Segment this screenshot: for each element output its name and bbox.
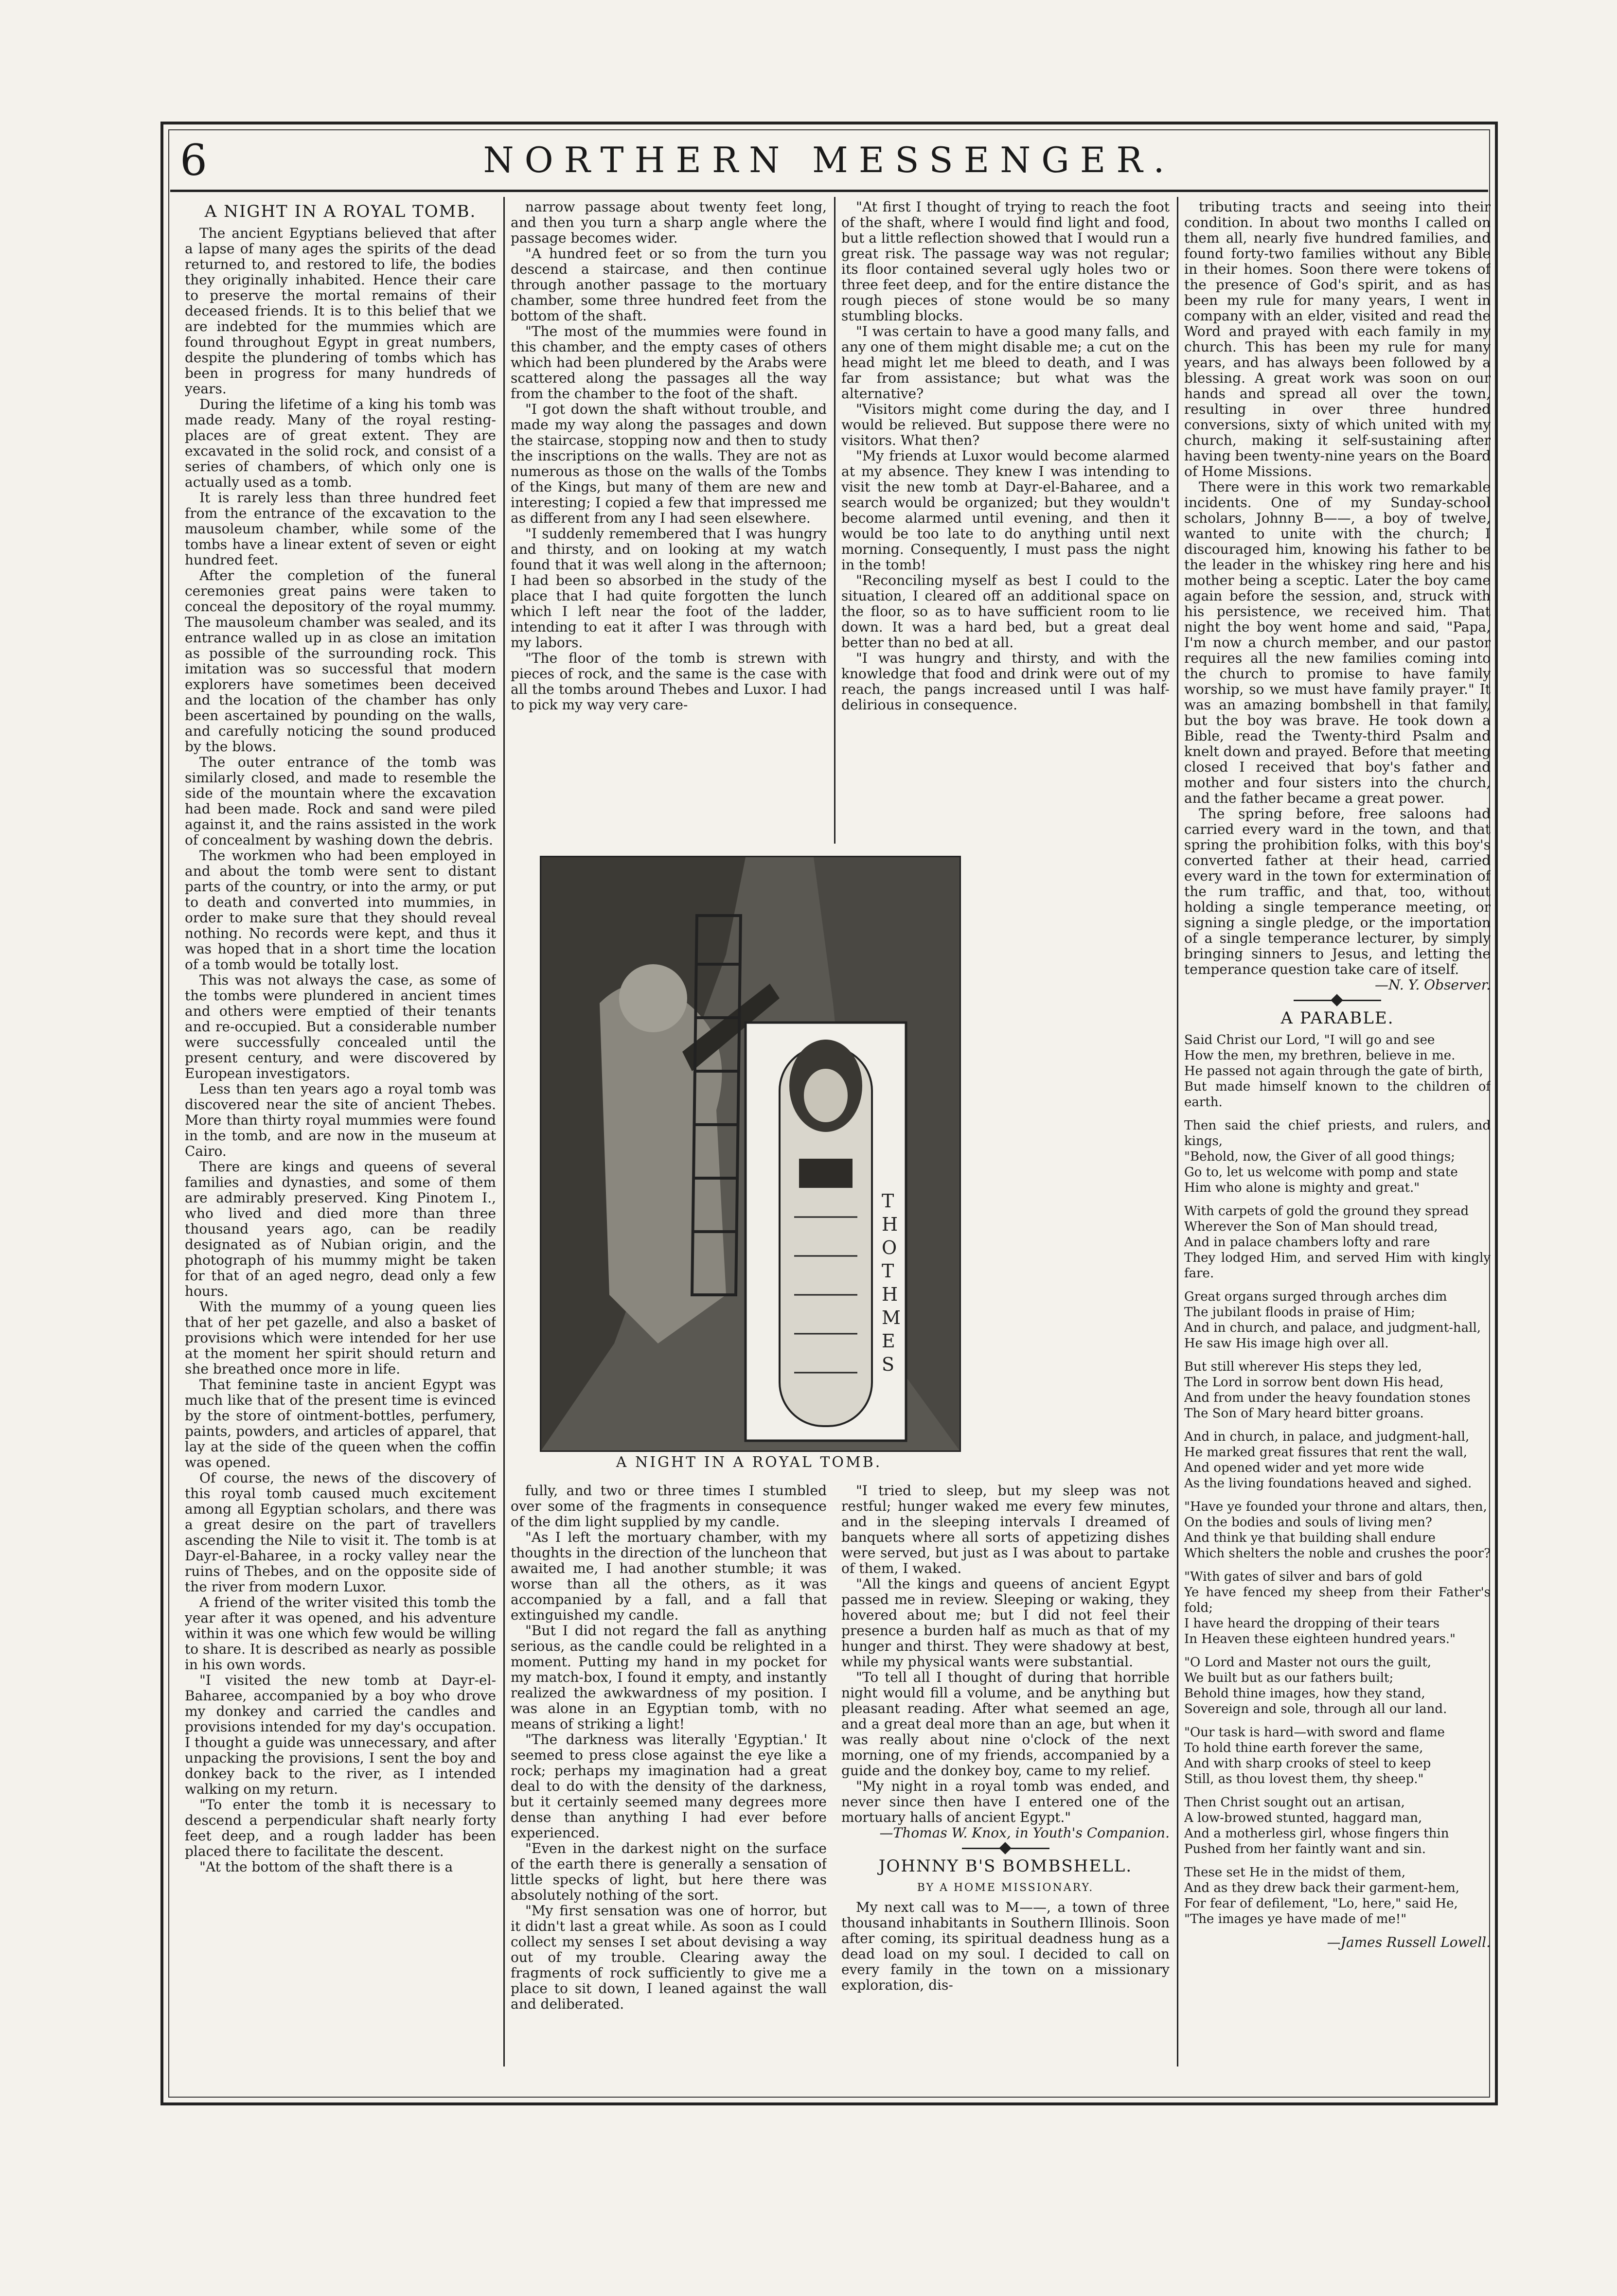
paragraph: "I was hungry and thirsty, and with the knowledge that food and drink were out of my reach, the pangs increased until I was half-delirious in consequence.: [841, 650, 1170, 713]
poem-stanza: [1184, 1289, 1491, 1351]
column-rule: [1177, 197, 1178, 2066]
illustration-caption: A NIGHT IN A ROYAL TOMB.: [616, 1454, 882, 1471]
poem-line: And as they drew back their garment-hem,: [1184, 1881, 1460, 1895]
poem-line: But still wherever His steps they led,: [1184, 1360, 1422, 1374]
column-3-top: [841, 199, 1170, 846]
bombshell-signature: —N. Y. Observer.: [1375, 977, 1491, 993]
poem-stanza: [1184, 1499, 1491, 1561]
paragraph: "My night in a royal tomb was ended, and never since then have I entered one of the mortuary halls of ancient Egypt.": [841, 1778, 1170, 1825]
sarcophagus-letter: E: [882, 1330, 895, 1352]
poem-line: We built but as our fathers built;: [1184, 1671, 1394, 1685]
paragraph: "At first I thought of trying to reach the foot of the shaft, where I would find light and food, but a little reflection showed that I would run a great risk. The passage way was not regular; its floor contained several ugly holes two or three feet deep, and for the entire distance the rough pieces of stone would be so many stumbling blocks.: [841, 199, 1170, 324]
paragraph: The ancient Egyptians believed that after a lapse of many ages the spirits of the dead returned to, and restored to life, the bodies they originally inhabited. Hence their care to preserve the mortal remains of their deceased friends. It is to this belief that we are indebted for the mummies which are found throughout Egypt in great numbers, despite the plundering of tombs which has been in progress for many hundreds of years.: [185, 225, 496, 397]
paragraph: "My friends at Luxor would become alarmed at my absence. They knew I was intending to visit the new tomb at Dayr-el-Baharee, and a search would be organized; but they wouldn't become alarmed until evening, and then it would be too late to do anything until next morning. Consequently, I must pass the night in the tomb!: [841, 448, 1170, 573]
paragraph: tributing tracts and seeing into their condition. In about two months I called on them all, nearly five hundred families, and found forty-two families without any Bible in their homes. Soon there were tokens of the presence of God's spirit, and as has been my rule for many years, I went in company with an elder, visited and read the Word and prayed with each family in my church. This has been my rule for many years, and has always been followed by a blessing. A great work was soon on our hands and spread all over the town, resulting in over three hundred conversions, sixty of which united with my church, making it self-sustaining after having been twenty-nine years on the Board of Home Missions.: [1184, 199, 1491, 479]
sarcophagus-letter: H: [882, 1284, 898, 1305]
paragraph: "To tell all I thought of during that horrible night would fill a volume, and be anything but pleasant reading. After what seemed an age, and a great deal more than an age, but when it was really about nine o'clock of the next morning, one of my friends, accompanied by a guide and the donkey boy, came to my relief.: [841, 1669, 1170, 1779]
paragraph: My next call was to M——, a town of three thousand inhabitants in Southern Illinois. Soon after coming, its spiritual deadness hung as a dead load on my soul. I decided to call on every family in the town on a missionary exploration, dis-: [841, 1899, 1170, 1993]
newspaper-title: NORTHERN MESSENGER.: [483, 140, 1175, 180]
masthead: [170, 131, 1488, 192]
sarcophagus-letter: H: [882, 1214, 898, 1235]
poem-line: Wherever the Son of Man should tread,: [1184, 1219, 1438, 1234]
poem-stanza: [1184, 1032, 1491, 1110]
parable-poem: [1184, 1032, 1491, 1927]
column-rule: [503, 197, 505, 2066]
poem-line: These set He in the midst of them,: [1184, 1865, 1406, 1880]
sarcophagus-letter: S: [882, 1354, 895, 1375]
poem-line: To hold thine earth forever the same,: [1184, 1741, 1423, 1755]
poem-line: Great organs surged through arches dim: [1184, 1289, 1447, 1304]
poem-line: "The images ye have made of me!": [1184, 1912, 1407, 1926]
poem-stanza: [1184, 1655, 1491, 1717]
sarcophagus-letter: T: [882, 1260, 894, 1282]
tomb-illustration: [540, 856, 961, 1452]
paragraph: "As I left the mortuary chamber, with my thoughts in the direction of the luncheon that awaited me, I had another stumble; it was worse than all the others, as it was accompanied by a fall, and a fall that extinguished my candle.: [511, 1529, 827, 1623]
article-byline: BY A HOME MISSIONARY.: [917, 1882, 1094, 1894]
paragraph: "All the kings and queens of ancient Egypt passed me in review. Sleeping or waking, they hovered about me; but I did not feel their presence a burden half as much as that of my hunger and thirst. They were shadowy at best, while my physical wants were substantial.: [841, 1576, 1170, 1670]
column-4: [1184, 199, 1491, 2066]
poem-line: Him who alone is mighty and great.": [1184, 1181, 1420, 1195]
poem-line: The Lord in sorrow bent down His head,: [1184, 1375, 1444, 1390]
poem-line: He marked great fissures that rent the wall,: [1184, 1445, 1468, 1460]
poem-stanza: [1184, 1569, 1491, 1647]
article-title-bombshell: JOHNNY B'S BOMBSHELL.: [878, 1856, 1133, 1876]
sarcophagus-letter: T: [882, 1190, 894, 1212]
paragraph: "I was certain to have a good many falls, and any one of them might disable me; a cut on the head might let me bleed to death, and I was far from assistance; but what was the alternative?: [841, 323, 1170, 402]
poem-line: "Behold, now, the Giver of all good things;: [1184, 1149, 1455, 1164]
paragraph: "The darkness was literally 'Egyptian.' It seemed to press close against the eye like a rock; perhaps my imagination had a great deal to do with the density of the darkness, but it certainly seemed many degrees more dense than anything I had ever before experienced.: [511, 1731, 827, 1841]
paragraph: "The most of the mummies were found in this chamber, and the empty cases of others which had been plundered by the Arabs were scattered along the passages all the way from the chamber to the foot of the shaft.: [511, 323, 827, 402]
poem-stanza: [1184, 1429, 1491, 1491]
poem-line: Behold thine images, how they stand,: [1184, 1686, 1425, 1701]
paragraph: There were in this work two remarkable incidents. One of my Sunday-school scholars, Johnny B——, a boy of twelve, wanted to unite with the church; I discouraged him, knowing his father to be the leader in the whiskey ring here and his mother being a sceptic. Later the boy came again before the session, and, struck with his persistence, we received him. That night the boy went home and said, "Papa, I'm now a church member, and our pastor requires all the new families coming into the church to promise to have family worship, so we must have family prayer." It was an amazing bombshell in that family, but the boy was brave. He took down a Bible, read the Twenty-third Psalm and knelt down and prayed. Before that meeting closed I received that boy's father and mother and four sisters into the church, and the father became a great power.: [1184, 479, 1491, 806]
poem-line: And opened wider and yet more wide: [1184, 1461, 1424, 1475]
poem-line: And in church, in palace, and judgment-hall,: [1184, 1430, 1470, 1444]
paragraph: That feminine taste in ancient Egypt was much like that of the present time is evinced by the store of ointment-bottles, perfumery, paints, powders, and articles of apparel, that lay at the side of the queen when the coffin was opened.: [185, 1377, 496, 1470]
poem-line: He passed not again through the gate of birth,: [1184, 1064, 1483, 1078]
paragraph: "I got down the shaft without trouble, and made my way along the passages and down the staircase, stopping now and then to study the inscriptions on the walls. They are not as numerous as those on the walls of the Tombs of the Kings, but many of them are new and interesting; I copied a few that impressed me as different from any I had seen elsewhere.: [511, 401, 827, 526]
page-number: 6: [180, 135, 207, 185]
paragraph: "My first sensation was one of horror, but it didn't last a great while. As soon as I could collect my senses I set about devising a way out of my trouble. Clearing away the fragments of rock sufficiently to give me a place to sit down, I leaned against the wall and deliberated.: [511, 1903, 827, 2012]
poem-line: He saw His image high over all.: [1184, 1336, 1389, 1351]
paragraph: A friend of the writer visited this tomb the year after it was opened, and his adventure within it was one which few would be willing to share. It is described as nearly as possible in his own words.: [185, 1594, 496, 1673]
poem-line: Then said the chief priests, and rulers, and kings,: [1184, 1118, 1491, 1148]
poem-line: "Have ye founded your throne and altars, then,: [1184, 1500, 1487, 1514]
poem-line: And in church, and palace, and judgment-hall,: [1184, 1321, 1481, 1335]
paragraph: "To enter the tomb it is necessary to descend a perpendicular shaft nearly forty feet deep, and a rough ladder has been placed there to facilitate the descent.: [185, 1797, 496, 1859]
poem-line: And with sharp crooks of steel to keep: [1184, 1756, 1431, 1771]
poem-line: Still, as thou lovest them, thy sheep.": [1184, 1772, 1424, 1786]
poem-line: But made himself known to the children of earth.: [1184, 1079, 1491, 1110]
poem-line: Ye have fenced my sheep from their Father's fold;: [1184, 1585, 1491, 1615]
poem-line: And a motherless girl, whose fingers thin: [1184, 1826, 1449, 1841]
poem-line: And in palace chambers lofty and rare: [1184, 1235, 1430, 1250]
poem-line: The Son of Mary heard bitter groans.: [1184, 1406, 1424, 1421]
poem-line: A low-browed stunted, haggard man,: [1184, 1811, 1422, 1825]
poem-line: I have heard the dropping of their tears: [1184, 1616, 1440, 1631]
paragraph: The outer entrance of the tomb was similarly closed, and made to resemble the side of the mountain where the excavation had been made. Rock and sand were piled against it, and the rains assisted in the work of concealment by washing down the debris.: [185, 754, 496, 848]
poem-line: Go to, let us welcome with pomp and state: [1184, 1165, 1458, 1180]
paragraph: narrow passage about twenty feet long, and then you turn a sharp angle where the passage becomes wider.: [511, 199, 827, 246]
poem-stanza: [1184, 1359, 1491, 1421]
column-rule: [834, 197, 835, 844]
paragraph: "Visitors might come during the day, and I would be relieved. But suppose there were no visitors. What then?: [841, 401, 1170, 448]
poem-line: "Our task is hard—with sword and flame: [1184, 1725, 1445, 1740]
paragraph: It is rarely less than three hundred feet from the entrance of the excavation to the mausoleum chamber, while some of the tombs have a linear extent of seven or eight hundred feet.: [185, 490, 496, 568]
section-separator: [962, 1848, 1049, 1849]
poem-line: Then Christ sought out an artisan,: [1184, 1795, 1405, 1810]
paragraph: Less than ten years ago a royal tomb was discovered near the site of ancient Thebes. More than thirty royal mummies were found in the tomb, and are now in the museum at Cairo.: [185, 1081, 496, 1159]
section-separator: [1294, 1000, 1381, 1001]
parable-signature: —James Russell Lowell.: [1327, 1934, 1491, 1950]
column-2-bottom: [511, 1483, 827, 2066]
poem-stanza: [1184, 1795, 1491, 1857]
poem-stanza: [1184, 1725, 1491, 1787]
sarcophagus-letter: M: [882, 1307, 901, 1328]
poem-line: Which shelters the noble and crushes the poor?: [1184, 1546, 1491, 1561]
poem-line: They lodged Him, and served Him with kingly fare.: [1184, 1251, 1491, 1281]
tomb-engraving-image: [541, 857, 960, 1450]
column-2-top: [511, 199, 827, 846]
poem-line: "With gates of silver and bars of gold: [1184, 1570, 1423, 1584]
column-3-bottom: [841, 1483, 1170, 2066]
poem-line: On the bodies and souls of living men?: [1184, 1515, 1432, 1530]
poem-line: Sovereign and sole, through all our land.: [1184, 1702, 1447, 1716]
poem-line: And think ye that building shall endure: [1184, 1531, 1436, 1545]
poem-line: The jubilant floods in praise of Him;: [1184, 1305, 1415, 1320]
poem-stanza: [1184, 1203, 1491, 1281]
paragraph: fully, and two or three times I stumbled over some of the fragments in consequence of the dim light supplied by my candle.: [511, 1483, 827, 1530]
paragraph: "A hundred feet or so from the turn you descend a staircase, and then continue through another passage to the mortuary chamber, some three hundred feet from the bottom of the shaft.: [511, 246, 827, 324]
paragraph: The workmen who had been employed in and about the tomb were sent to distant parts of the country, or into the army, or put to death and converted into mummies, in order to make sure that they should reveal nothing. No records were kept, and thus it was hoped that in a short time the location of a tomb would be totally lost.: [185, 848, 496, 972]
poem-line: How the men, my brethren, believe in me.: [1184, 1048, 1456, 1063]
paragraph: "I visited the new tomb at Dayr-el-Baharee, accompanied by a boy who drove my donkey and carried the candles and provisions intended for my day's occupation. I thought a guide was unnecessary, and after unpacking the provisions, I sent the boy and donkey back to the river, as I intended walking on my return.: [185, 1672, 496, 1797]
poem-stanza: [1184, 1118, 1491, 1196]
paragraph: Of course, the news of the discovery of this royal tomb caused much excitement among all Egyptian scholars, and there was a great desire on the part of travellers ascending the Nile to visit it. The tomb is at Dayr-el-Baharee, in a rocky valley near the ruins of Thebes, and on the opposite side of the river from modern Luxor.: [185, 1470, 496, 1595]
paragraph: "The floor of the tomb is strewn with pieces of rock, and the same is the case with all the tombs around Thebes and Luxor. I had to pick my way very care-: [511, 650, 827, 713]
paragraph: "I suddenly remembered that I was hungry and thirsty, and on looking at my watch found that it was well along in the afternoon; I had been so absorbed in the study of the place that I had quite forgotten the lunch which I left near the foot of the ladder, intending to eat it after I was through with my labors.: [511, 526, 827, 651]
paragraph: During the lifetime of a king his tomb was made ready. Many of the royal resting-places are of great extent. They are excavated in the solid rock, and consist of a series of chambers, of which only one is actually used as a tomb.: [185, 396, 496, 490]
article-title-parable: A PARABLE.: [1280, 1008, 1394, 1028]
paragraph: There are kings and queens of several families and dynasties, and some of them are admirably preserved. King Pinotem I., who lived and died more than three thousand years ago, can be readily designated as of Nubian origin, and the photograph of his mummy might be taken for that of an aged negro, dead only a few hours.: [185, 1159, 496, 1299]
sarcophagus-letter: O: [882, 1237, 897, 1258]
paragraph: After the completion of the funeral ceremonies great pains were taken to conceal the depository of the royal mummy. The mausoleum chamber was sealed, and its entrance walled up in as close an imitation as possible of the surrounding rock. This imitation was so successful that modern explorers have sometimes been deceived and the location of the chamber has only been ascertained by pounding on the walls, and carefully noticing the sound produced by the blows.: [185, 567, 496, 755]
poem-line: And from under the heavy foundation stones: [1184, 1391, 1471, 1405]
paragraph: "Reconciling myself as best I could to the situation, I cleared off an additional space on the floor, so as to have sufficient room to lie down. It was a hard bed, but a great deal better than no bed at all.: [841, 572, 1170, 651]
poem-line: In Heaven these eighteen hundred years.": [1184, 1632, 1456, 1646]
royal-tomb-signature: —Thomas W. Knox, in Youth's Companion.: [879, 1825, 1170, 1841]
poem-line: With carpets of gold the ground they spread: [1184, 1204, 1469, 1219]
paragraph: "I tried to sleep, but my sleep was not restful; hunger waked me every few minutes, and in the sleeping intervals I dreamed of banquets where all sorts of appetizing dishes were served, but just as I was about to partake of them, I waked.: [841, 1483, 1170, 1576]
poem-line: "O Lord and Master not ours the guilt,: [1184, 1655, 1432, 1670]
poem-line: Said Christ our Lord, "I will go and see: [1184, 1033, 1435, 1047]
poem-line: For fear of defilement, "Lo, here," said He,: [1184, 1896, 1458, 1911]
paragraph: "At the bottom of the shaft there is a: [199, 1859, 453, 1875]
column-1: [185, 199, 496, 2066]
poem-line: Pushed from her faintly want and sin.: [1184, 1842, 1426, 1856]
poem-line: As the living foundations heaved and sighed.: [1184, 1476, 1472, 1491]
poem-stanza: [1184, 1865, 1491, 1927]
paragraph: With the mummy of a young queen lies that of her pet gazelle, and also a basket of provisions which were intended for her use at the moment her spirit should return and she breathed once more in life.: [185, 1299, 496, 1377]
paragraph: "Even in the darkest night on the surface of the earth there is generally a sensation of little specks of light, but here there was absolutely nothing of the sort.: [511, 1840, 827, 1903]
paragraph: The spring before, free saloons had carried every ward in the town, and that spring the prohibition folks, with this boy's converted father at their head, carried every ward in the town for extermination of the rum traffic, and that, too, without holding a single temperance meeting, or signing a single pledge, or the importation of a single temperance lecturer, by simply bringing sinners to Jesus, and letting the temperance question take care of itself.: [1184, 806, 1491, 977]
paragraph: This was not always the case, as some of the tombs were plundered in ancient times and others were emptied of their tenants and re-occupied. But a considerable number were successfully concealed until the present century, and were discovered by European investigators.: [185, 972, 496, 1081]
article-title-royal-tomb: A NIGHT IN A ROYAL TOMB.: [204, 202, 477, 221]
paragraph: "But I did not regard the fall as anything serious, as the candle could be relighted in a moment. Putting my hand in my pocket for my match-box, I found it empty, and instantly realized the awkwardness of my position. I was alone in an Egyptian tomb, with no means of striking a light!: [511, 1623, 827, 1732]
